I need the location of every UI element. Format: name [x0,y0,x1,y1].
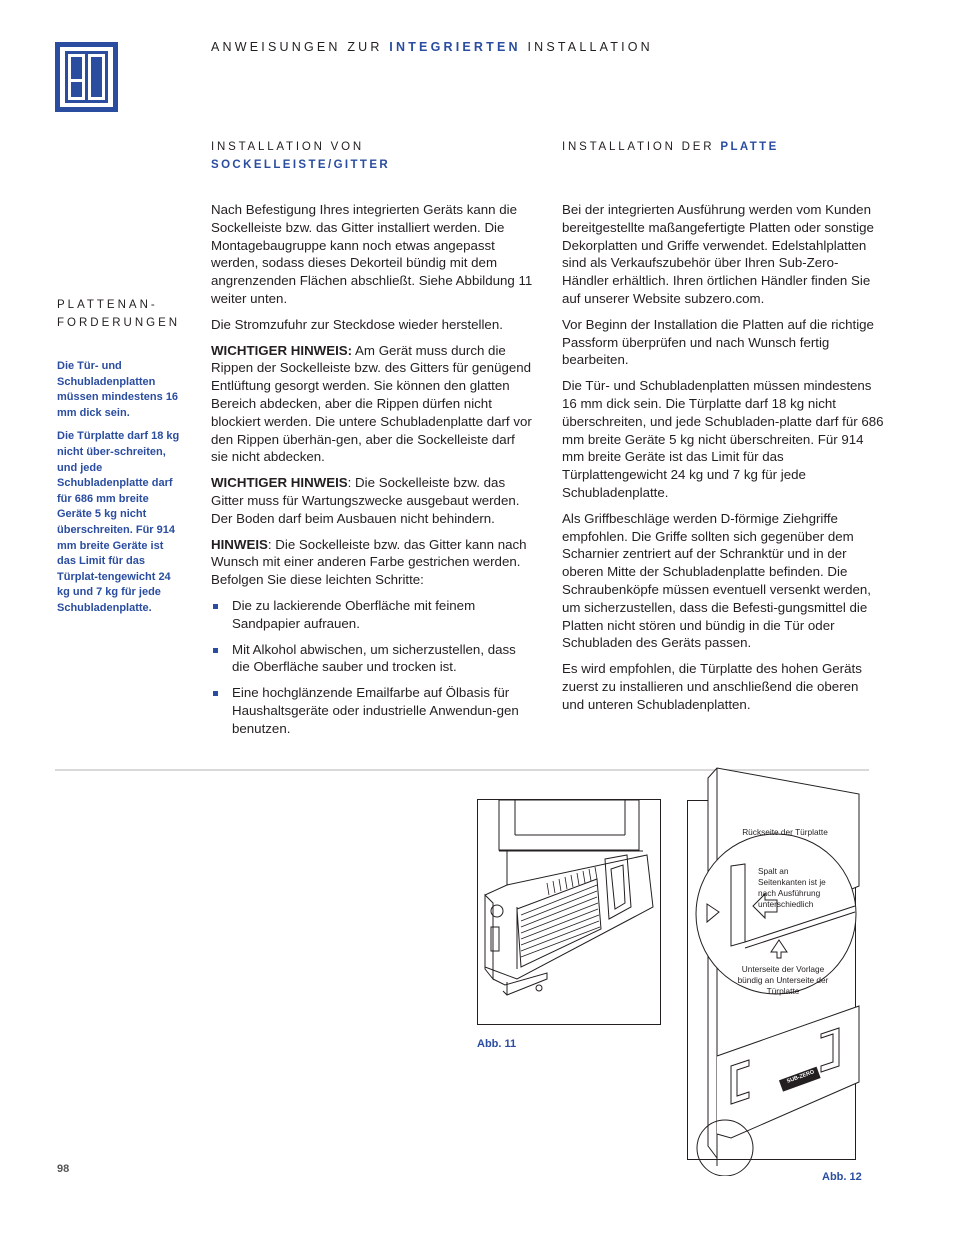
note3-text: : Die Sockelleiste bzw. das Gitter kann nach Wunsch mit einer anderen Farbe gestrichen werden. Befolgen Sie diese leichten Schritte: [211,536,527,588]
header-post: INSTALLATION [520,40,653,54]
paint-steps-list [211,597,533,738]
right-para-2: Vor Beginn der Installation die Platten auf die richtige Passform überprüfen und nach Wunsch fertig bearbeiten. [562,316,874,368]
sidebar-heading [57,296,180,332]
left-note-1 [211,342,533,467]
left-para-2: Die Stromzufuhr zur Steckdose wieder herstellen. [211,316,503,332]
sidebar-note-2: Die Türplatte darf 18 kg nicht über-schreiten, und jede Schubladenplatte darf für 686 mm breite Geräte 5 kg nicht überschreiten. Für 914 mm breite Geräte ist das Limit für das Türplat-tengewicht 24 kg und 7 kg für jede Schubladenplatte. [57,430,180,614]
list-item: Die zu lackierende Oberfläche mit feinem Sandpapier aufrauen. [211,597,533,633]
note2-label: WICHTIGER HINWEIS [211,475,348,491]
header-highlight: INTEGRIERTEN [389,40,521,54]
sidebar-heading-line2: FORDERUNGEN [57,317,181,329]
right-section-heading [562,138,779,156]
left-para-1: Nach Befestigung Ihres integrierten Geräts kann die Sockelleiste bzw. das Gitter installiert werden. Die Montagebaugruppe kann noch etwas angepasst werden, sodass dieses Dekorteil bündig mit dem angrenzenden Flächen abschließt. Siehe Abbildung 11 weiter unten. [211,202,533,306]
left-body-column [211,201,533,746]
figure-11-caption: Abb. 11 [477,1038,517,1050]
fig12-logo-text: SUB-ZERO [786,1069,816,1085]
left-note-2 [211,474,533,527]
left-heading-line1: INSTALLATION VON [211,141,365,153]
fig12-label-template: Unterseite der Vorlage bündig an Unterseite der Türplatte [737,964,829,996]
page-number: 98 [57,1163,70,1175]
note3-label: HINWEIS [211,536,268,552]
right-para-3: Die Tür- und Schubladenplatten müssen mindestens 16 mm dick sein. Die Türplatte darf 18 kg nicht überschreiten, und jede Schubladen-platte darf für 686 mm breite Geräte 5 kg nicht überschreiten. Für 914 mm breite Geräte ist das Limit für das Türplattengewicht 24 kg und 7 kg für jede Schubladenplatte. [562,378,884,500]
left-section-heading [211,138,390,174]
left-note-3 [211,536,533,589]
right-para-4: Als Griffbeschläge werden D-förmige Ziehgriffe empfohlen. Die Griffe sollten sich gegenüber dem Scharnier zentriert auf der Schranktür und in der oberen Mitte der Schubladenplatte befinden. Die Schraubenköpfe müssen eventuell versenkt werden, um sicherzustellen, dass die Befesti-gungsmittel die Platten nicht stören und bündig in die Tür oder Schubladen des Geräts passen. [562,510,871,651]
right-heading-highlight: PLATTE [720,141,779,153]
header-pre: ANWEISUNGEN ZUR [211,40,390,54]
sidebar-heading-line1: PLATTENAN- [57,299,158,311]
brand-logo-icon [55,42,118,112]
note1-label: WICHTIGER HINWEIS: [211,342,353,358]
fig12-label-back: Rückseite der Türplatte [742,827,828,837]
list-item: Mit Alkohol abwischen, um sicherzustellen, dass die Oberfläche sauber und trocken ist. [211,641,533,677]
page-header [211,40,653,54]
left-heading-line2: SOCKELLEISTE/GITTER [211,159,391,171]
sidebar-note-1: Die Tür- und Schubladenplatten müssen mindestens 16 mm dick sein. [57,360,179,419]
figure-12-caption: Abb. 12 [822,1171,862,1183]
right-body-column [562,201,884,722]
figure-11-illustration [477,799,661,1025]
right-para-1: Bei der integrierten Ausführung werden vom Kunden bereitgestellte maßangefertigte Platten oder sonstige Dekorplatten und Griffe verwendet. Edelstahlplatten sind als Verkaufszubehör über Ihren Sub-Zero-Händler erhältlich. Ihren örtlichen Händler finden Sie auf unserer Website subzero.com. [562,202,874,306]
sidebar-note [57,359,182,625]
right-para-5: Es wird empfohlen, die Türplatte des hohen Geräts zuerst zu installieren und anschließend die oberen und unteren Schubladenplatten. [562,661,862,712]
note1-text: Am Gerät muss durch die Rippen der Sockelleiste bzw. des Gitters für genügend Entlüftung gesorgt werden. Sie können den glatten Bereich abdecken, aber die Rippen dürfen nicht blockiert werden. Die untere Schubladenplatte darf vor den Rippen überhän-gen, aber die Sockelleiste darf sie nicht abdecken. [211,342,532,465]
right-heading-pre: INSTALLATION DER [562,141,721,153]
list-item: Eine hochglänzende Emailfarbe auf Ölbasis für Haushaltsgeräte oder industrielle Anwendun-gen benutzen. [211,684,533,737]
fig12-label-gap: Spalt an Seitenkanten ist je nach Ausführung unterschiedlich [758,866,826,909]
note2-text: : Die Sockelleiste bzw. das Gitter muss für Wartungszwecke ausgebaut werden. Der Boden darf beim Ausbauen nicht behindern. [211,475,520,526]
